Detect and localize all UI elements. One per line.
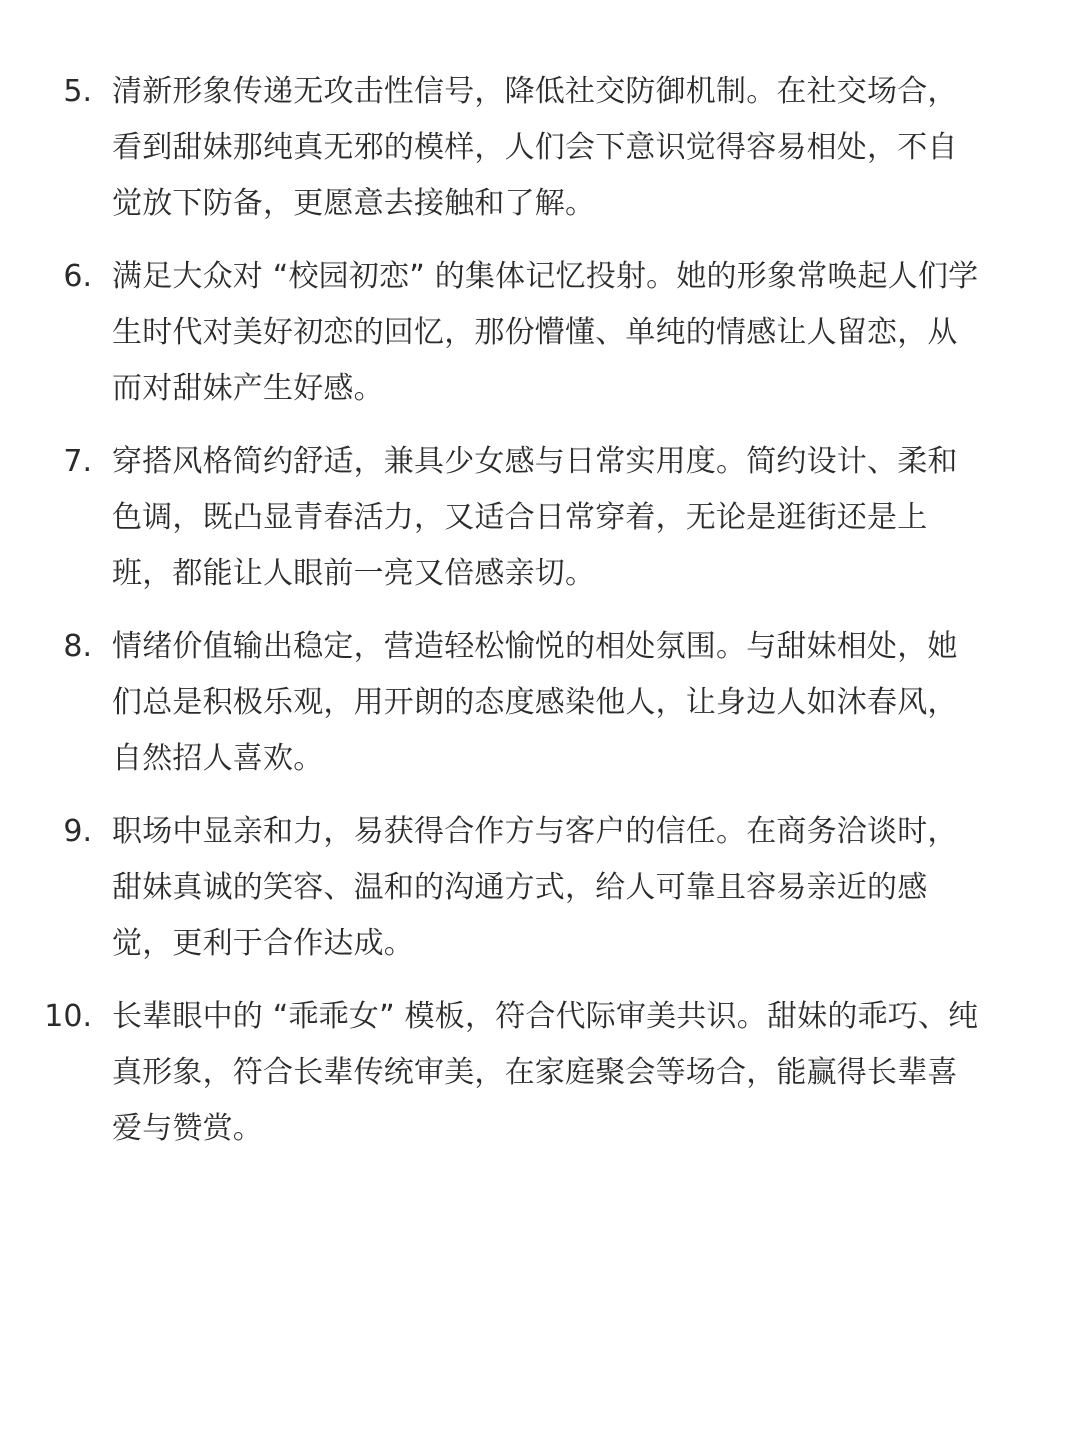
- item-line: 而对甜妹产生好感。: [112, 371, 384, 406]
- item-line: 自然招人喜欢。: [112, 741, 324, 776]
- numbered-list: [0, 64, 1080, 1174]
- item-number: 10.: [44, 999, 92, 1034]
- item-number: 9.: [63, 814, 92, 849]
- item-line: 情绪价值输出稳定，营造轻松愉悦的相处氛围。与甜妹相处，她: [112, 629, 958, 664]
- item-line: 穿搭风格简约舒适，兼具少女感与日常实用度。简约设计、柔和: [112, 444, 958, 479]
- item-line: 看到甜妹那纯真无邪的模样，人们会下意识觉得容易相处，不自: [112, 130, 958, 165]
- item-number: 5.: [63, 74, 92, 109]
- item-line: 长辈眼中的 “乖乖女” 模板，符合代际审美共识。甜妹的乖巧、纯: [112, 999, 979, 1034]
- list-item: [0, 249, 1080, 417]
- item-number: 8.: [63, 629, 92, 664]
- item-line: 职场中显亲和力，易获得合作方与客户的信任。在商务洽谈时，: [112, 814, 958, 849]
- item-text: [112, 804, 1032, 972]
- item-line: 满足大众对 “校园初恋” 的集体记忆投射。她的形象常唤起人们学: [112, 259, 979, 294]
- item-number: 7.: [63, 444, 92, 479]
- item-text: [112, 249, 1032, 417]
- item-text: [112, 434, 1032, 602]
- item-line: 们总是积极乐观，用开朗的态度感染他人，让身边人如沐春风，: [112, 685, 958, 720]
- item-number: 6.: [63, 259, 92, 294]
- item-line: 班，都能让人眼前一亮又倍感亲切。: [112, 556, 596, 591]
- list-item: [0, 989, 1080, 1157]
- item-text: [112, 989, 1032, 1157]
- item-line: 色调，既凸显青春活力，又适合日常穿着，无论是逛街还是上: [112, 500, 928, 535]
- item-line: 真形象，符合长辈传统审美，在家庭聚会等场合，能赢得长辈喜: [112, 1055, 958, 1090]
- item-line: 生时代对美好初恋的回忆，那份懵懂、单纯的情感让人留恋，从: [112, 315, 958, 350]
- item-line: 清新形象传递无攻击性信号，降低社交防御机制。在社交场合，: [112, 74, 958, 109]
- list-item: [0, 434, 1080, 602]
- list-item: [0, 804, 1080, 972]
- item-line: 觉放下防备，更愿意去接触和了解。: [112, 186, 596, 221]
- item-line: 觉，更利于合作达成。: [112, 926, 414, 961]
- item-text: [112, 64, 1032, 232]
- item-text: [112, 619, 1032, 787]
- list-item: [0, 619, 1080, 787]
- item-line: 爱与赞赏。: [112, 1111, 263, 1146]
- item-line: 甜妹真诚的笑容、温和的沟通方式，给人可靠且容易亲近的感: [112, 870, 928, 905]
- list-item: [0, 64, 1080, 232]
